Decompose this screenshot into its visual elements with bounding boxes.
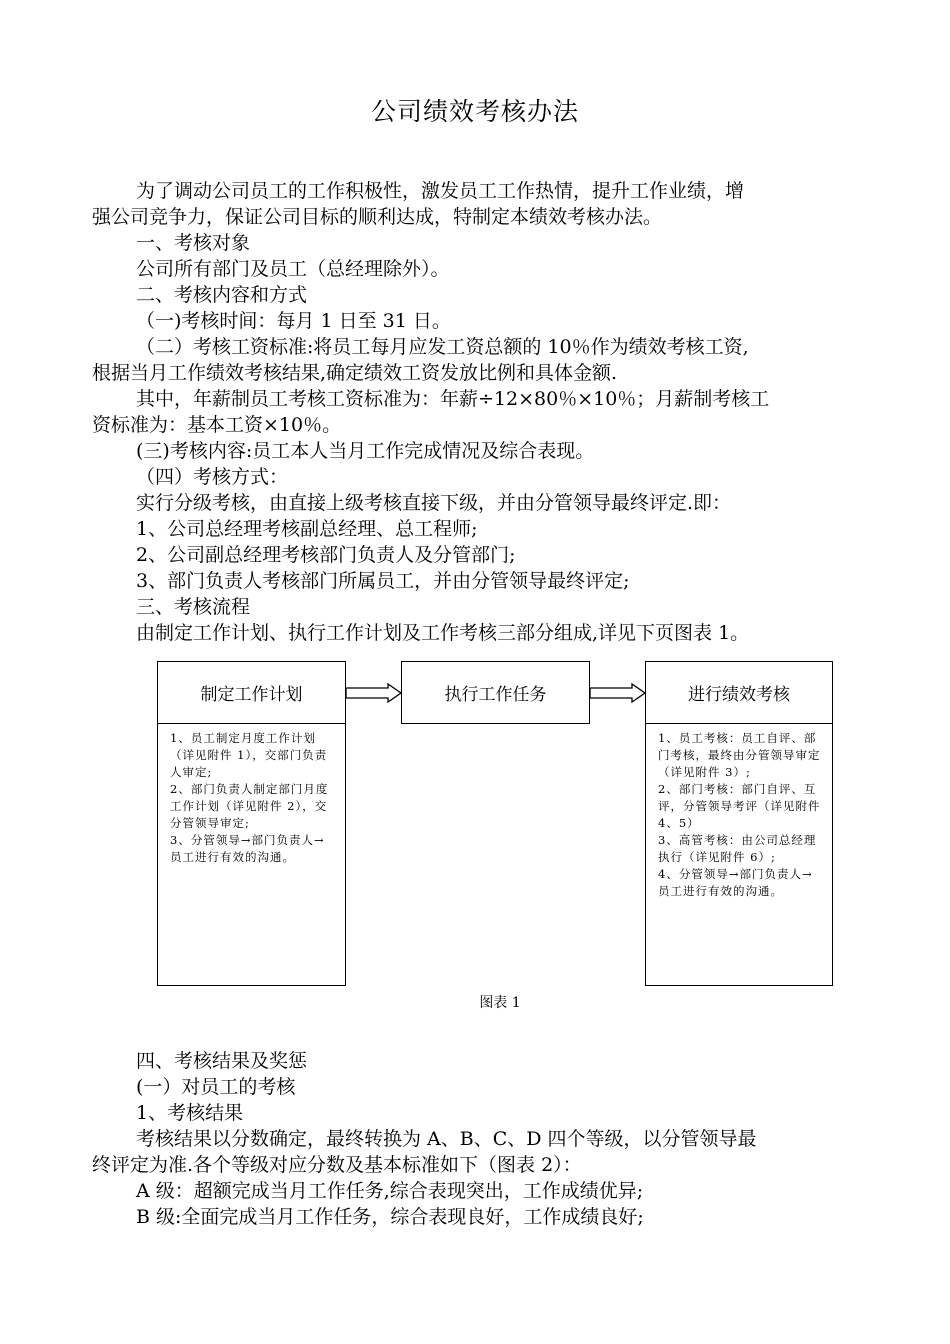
flow-box-plan-title: 制定工作计划	[157, 661, 346, 724]
subsection-heading: (三)考核内容:员工本人当月工作完成情况及综合表现。	[136, 440, 595, 462]
paragraph-line: 根据当月工作绩效考核结果,确定绩效工资发放比例和具体金额.	[92, 362, 618, 384]
list-item: 1、公司总经理考核副总经理、总工程师;	[136, 518, 478, 540]
list-item: A 级：超额完成当月工作任务,综合表现突出，工作成绩优异;	[136, 1180, 644, 1202]
section-heading: 三、考核流程	[136, 596, 251, 618]
paragraph-line: 考核结果以分数确定，最终转换为 A、B、C、D 四个等级，以分管领导最	[136, 1128, 757, 1150]
paragraph-line: （二）考核工资标准:将员工每月应发工资总额的 10％作为绩效考核工资,	[136, 336, 749, 358]
paragraph-line: 终评定为准.各个等级对应分数及基本标准如下（图表 2）：	[92, 1154, 582, 1176]
section-heading: 四、考核结果及奖惩	[136, 1050, 308, 1072]
section-heading: 二、考核内容和方式	[136, 284, 308, 306]
subsection-heading: 1、考核结果	[136, 1102, 244, 1124]
flow-arrow-icon	[346, 684, 401, 702]
list-item: B 级:全面完成当月工作任务，综合表现良好，工作成绩良好;	[136, 1206, 644, 1228]
flow-box-evaluate-title: 进行绩效考核	[645, 661, 833, 724]
section-heading: 一、考核对象	[136, 232, 251, 254]
flow-box-execute: 执行工作任务	[401, 661, 590, 724]
figure-caption: 图表 1	[479, 995, 521, 1011]
flow-box-evaluate-body: 1、员工考核：员工自评、部门考核，最终由分管领导审定（详见附件 3）; 2、部门考核：部门自评、互评，分管领导考评（详见附件 4、5） 3、高管考核：由公司总经理执行（详见附件 6）; 4、分管领导→部门负责人→员工进行有效的沟通。	[645, 723, 833, 986]
flow-box-plan-body: 1、员工制定月度工作计划（详见附件 1），交部门负责人审定; 2、部门负责人制定部门月度工作计划（详见附件 2），交分管领导审定; 3、分管领导→部门负责人→员工进行有效的沟通。	[157, 723, 346, 986]
flow-arrow-icon	[590, 684, 645, 702]
subsection-heading: （四）考核方式：	[136, 466, 289, 488]
paragraph-line: 由制定工作计划、执行工作计划及工作考核三部分组成,详见下页图表 1。	[136, 622, 750, 644]
paragraph-line: 资标准为：基本工资×10％。	[92, 414, 342, 436]
list-item: 3、部门负责人考核部门所属员工，并由分管领导最终评定;	[136, 570, 630, 592]
paragraph-line: 公司所有部门及员工（总经理除外）。	[136, 258, 450, 280]
paragraph-line: 为了调动公司员工的工作积极性，激发员工工作热情，提升工作业绩，增	[136, 180, 745, 202]
list-item: 2、公司副总经理考核部门负责人及分管部门;	[136, 544, 516, 566]
paragraph-line: 实行分级考核，由直接上级考核直接下级，并由分管领导最终评定.即：	[136, 492, 732, 514]
subsection-heading: （一)考核时间：每月 1 日至 31 日。	[136, 310, 451, 332]
paragraph-line: 强公司竞争力，保证公司目标的顺利达成，特制定本绩效考核办法。	[92, 206, 663, 228]
document-title: 公司绩效考核办法	[370, 97, 579, 126]
subsection-heading: (一）对员工的考核	[136, 1076, 296, 1098]
paragraph-line: 其中，年薪制员工考核工资标准为：年薪÷12×80％×10％；月薪制考核工	[136, 388, 770, 410]
